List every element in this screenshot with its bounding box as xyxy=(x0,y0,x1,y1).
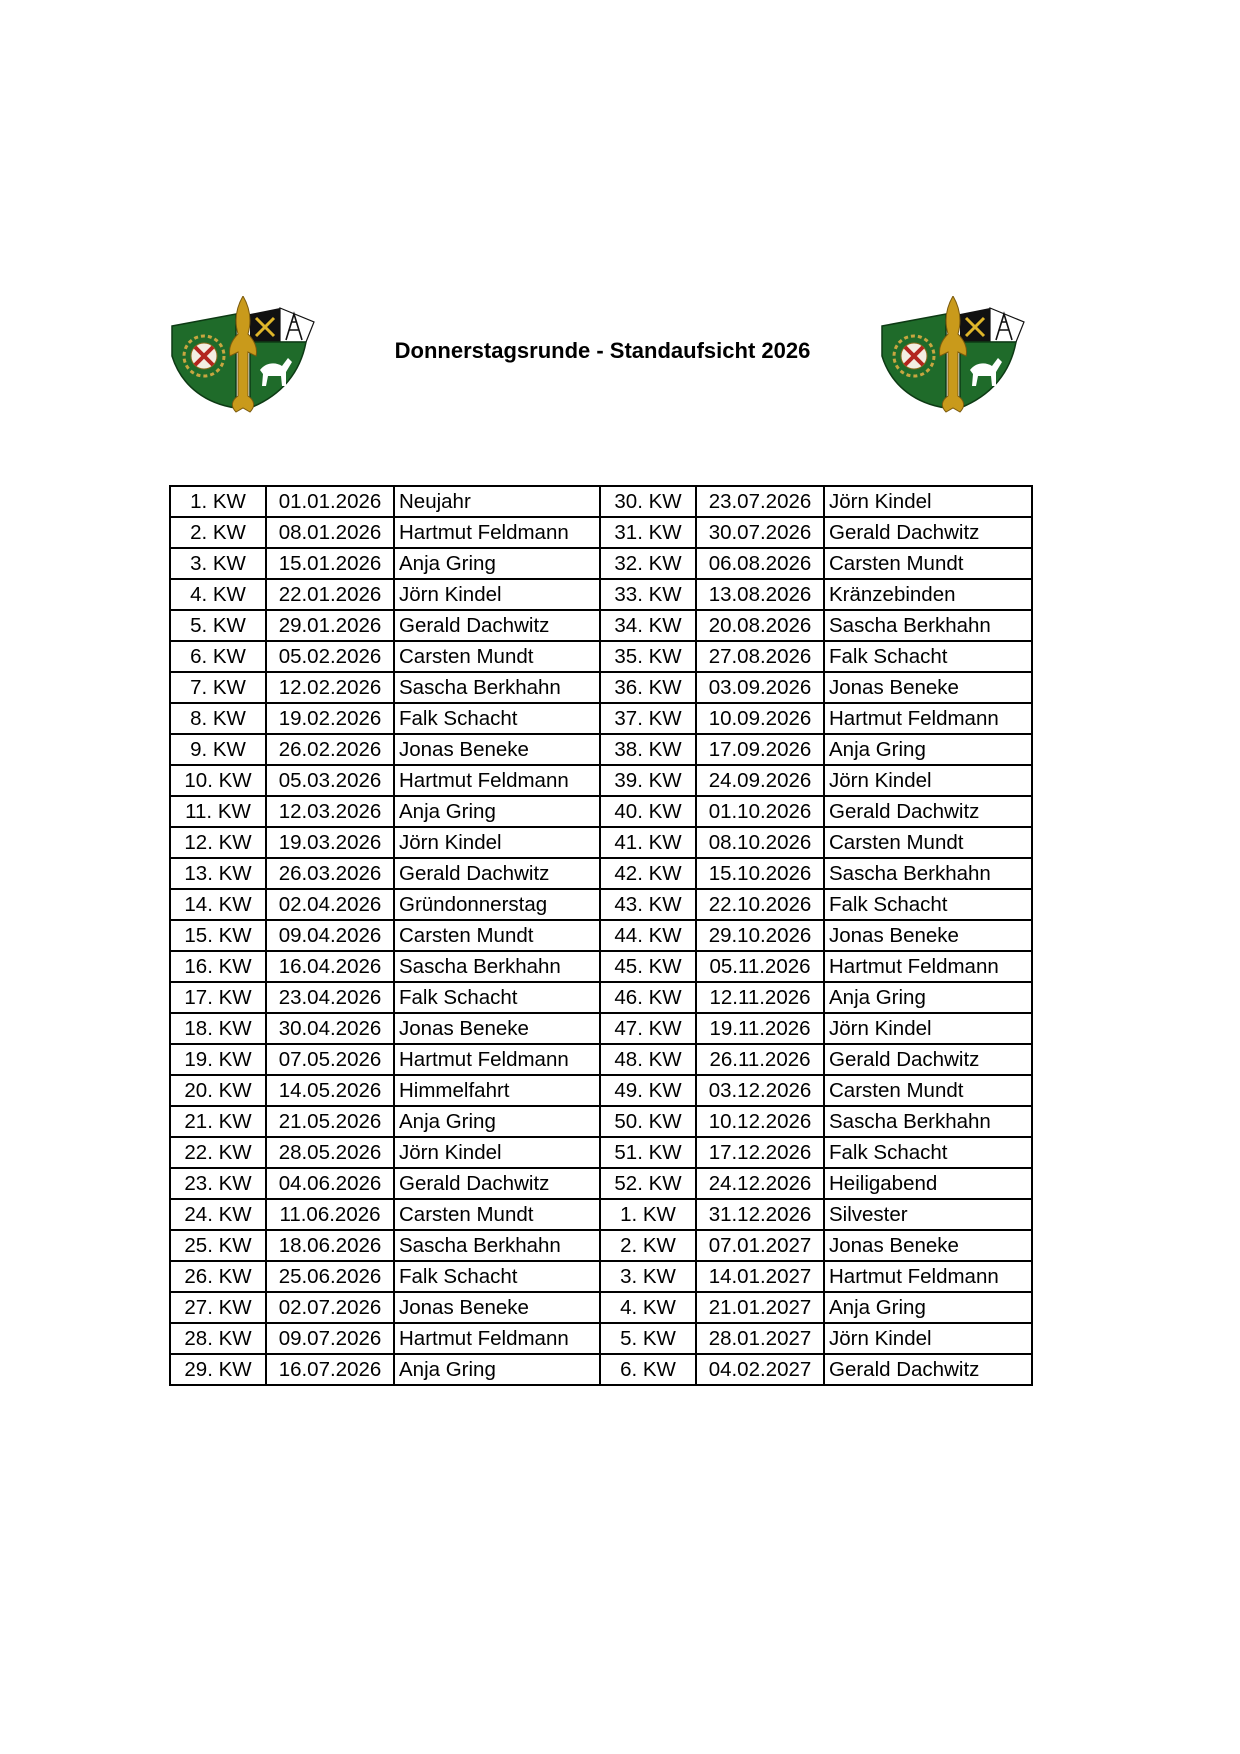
table-row xyxy=(170,858,1032,889)
right-date-cell: 03.12.2026 xyxy=(696,1075,824,1106)
table-row xyxy=(170,827,1032,858)
right-date-cell: 27.08.2026 xyxy=(696,641,824,672)
left-week-cell: 28. KW xyxy=(170,1323,266,1354)
table-row xyxy=(170,1106,1032,1137)
right-date-cell: 06.08.2026 xyxy=(696,548,824,579)
left-name-cell: Neujahr xyxy=(394,486,600,517)
table-row xyxy=(170,610,1032,641)
right-week-cell: 45. KW xyxy=(600,951,696,982)
left-date-cell: 08.01.2026 xyxy=(266,517,394,548)
left-week-cell: 27. KW xyxy=(170,1292,266,1323)
table-row xyxy=(170,1137,1032,1168)
right-date-cell: 08.10.2026 xyxy=(696,827,824,858)
right-week-cell: 2. KW xyxy=(600,1230,696,1261)
left-date-cell: 30.04.2026 xyxy=(266,1013,394,1044)
schedule-body xyxy=(170,486,1032,1385)
right-name-cell: Jonas Beneke xyxy=(824,1230,1032,1261)
right-week-cell: 31. KW xyxy=(600,517,696,548)
right-name-cell: Gerald Dachwitz xyxy=(824,1044,1032,1075)
left-date-cell: 02.07.2026 xyxy=(266,1292,394,1323)
right-date-cell: 29.10.2026 xyxy=(696,920,824,951)
right-week-cell: 46. KW xyxy=(600,982,696,1013)
right-date-cell: 10.12.2026 xyxy=(696,1106,824,1137)
right-week-cell: 52. KW xyxy=(600,1168,696,1199)
right-date-cell: 13.08.2026 xyxy=(696,579,824,610)
right-name-cell: Gerald Dachwitz xyxy=(824,1354,1032,1385)
left-date-cell: 23.04.2026 xyxy=(266,982,394,1013)
table-row xyxy=(170,703,1032,734)
right-name-cell: Jörn Kindel xyxy=(824,486,1032,517)
right-week-cell: 30. KW xyxy=(600,486,696,517)
right-week-cell: 38. KW xyxy=(600,734,696,765)
left-date-cell: 22.01.2026 xyxy=(266,579,394,610)
left-name-cell: Falk Schacht xyxy=(394,982,600,1013)
right-week-cell: 47. KW xyxy=(600,1013,696,1044)
table-row xyxy=(170,1168,1032,1199)
right-date-cell: 12.11.2026 xyxy=(696,982,824,1013)
left-week-cell: 7. KW xyxy=(170,672,266,703)
table-row xyxy=(170,1323,1032,1354)
left-week-cell: 10. KW xyxy=(170,765,266,796)
right-name-cell: Jonas Beneke xyxy=(824,672,1032,703)
right-week-cell: 32. KW xyxy=(600,548,696,579)
left-week-cell: 17. KW xyxy=(170,982,266,1013)
left-name-cell: Himmelfahrt xyxy=(394,1075,600,1106)
right-week-cell: 6. KW xyxy=(600,1354,696,1385)
right-name-cell: Gerald Dachwitz xyxy=(824,517,1032,548)
right-name-cell: Sascha Berkhahn xyxy=(824,858,1032,889)
right-date-cell: 14.01.2027 xyxy=(696,1261,824,1292)
table-row xyxy=(170,982,1032,1013)
table-row xyxy=(170,889,1032,920)
left-name-cell: Sascha Berkhahn xyxy=(394,951,600,982)
left-week-cell: 1. KW xyxy=(170,486,266,517)
right-date-cell: 07.01.2027 xyxy=(696,1230,824,1261)
left-week-cell: 11. KW xyxy=(170,796,266,827)
table-row xyxy=(170,517,1032,548)
right-name-cell: Anja Gring xyxy=(824,982,1032,1013)
left-date-cell: 04.06.2026 xyxy=(266,1168,394,1199)
left-name-cell: Falk Schacht xyxy=(394,1261,600,1292)
table-row xyxy=(170,486,1032,517)
left-week-cell: 22. KW xyxy=(170,1137,266,1168)
right-name-cell: Silvester xyxy=(824,1199,1032,1230)
right-week-cell: 34. KW xyxy=(600,610,696,641)
right-date-cell: 17.09.2026 xyxy=(696,734,824,765)
right-week-cell: 41. KW xyxy=(600,827,696,858)
left-week-cell: 8. KW xyxy=(170,703,266,734)
left-date-cell: 02.04.2026 xyxy=(266,889,394,920)
right-week-cell: 49. KW xyxy=(600,1075,696,1106)
right-date-cell: 19.11.2026 xyxy=(696,1013,824,1044)
right-week-cell: 44. KW xyxy=(600,920,696,951)
left-name-cell: Hartmut Feldmann xyxy=(394,1323,600,1354)
left-name-cell: Anja Gring xyxy=(394,548,600,579)
left-week-cell: 21. KW xyxy=(170,1106,266,1137)
right-date-cell: 10.09.2026 xyxy=(696,703,824,734)
duty-schedule-table xyxy=(169,485,1033,1386)
left-date-cell: 15.01.2026 xyxy=(266,548,394,579)
right-week-cell: 36. KW xyxy=(600,672,696,703)
right-week-cell: 50. KW xyxy=(600,1106,696,1137)
left-week-cell: 15. KW xyxy=(170,920,266,951)
left-date-cell: 26.02.2026 xyxy=(266,734,394,765)
left-date-cell: 07.05.2026 xyxy=(266,1044,394,1075)
right-date-cell: 24.09.2026 xyxy=(696,765,824,796)
right-date-cell: 23.07.2026 xyxy=(696,486,824,517)
left-name-cell: Jonas Beneke xyxy=(394,734,600,765)
page-title: Donnerstagsrunde - Standaufsicht 2026 xyxy=(394,338,811,363)
right-date-cell: 22.10.2026 xyxy=(696,889,824,920)
left-name-cell: Anja Gring xyxy=(394,1106,600,1137)
right-week-cell: 40. KW xyxy=(600,796,696,827)
left-week-cell: 13. KW xyxy=(170,858,266,889)
left-date-cell: 11.06.2026 xyxy=(266,1199,394,1230)
left-date-cell: 09.07.2026 xyxy=(266,1323,394,1354)
left-week-cell: 16. KW xyxy=(170,951,266,982)
left-date-cell: 16.07.2026 xyxy=(266,1354,394,1385)
table-row xyxy=(170,1230,1032,1261)
left-week-cell: 18. KW xyxy=(170,1013,266,1044)
right-date-cell: 05.11.2026 xyxy=(696,951,824,982)
table-row xyxy=(170,1292,1032,1323)
left-date-cell: 21.05.2026 xyxy=(266,1106,394,1137)
left-name-cell: Falk Schacht xyxy=(394,703,600,734)
right-week-cell: 37. KW xyxy=(600,703,696,734)
left-name-cell: Gerald Dachwitz xyxy=(394,610,600,641)
right-week-cell: 42. KW xyxy=(600,858,696,889)
table-row xyxy=(170,1013,1032,1044)
right-date-cell: 21.01.2027 xyxy=(696,1292,824,1323)
left-week-cell: 24. KW xyxy=(170,1199,266,1230)
table-row xyxy=(170,641,1032,672)
table-row xyxy=(170,1075,1032,1106)
left-name-cell: Sascha Berkhahn xyxy=(394,672,600,703)
right-name-cell: Falk Schacht xyxy=(824,889,1032,920)
left-week-cell: 19. KW xyxy=(170,1044,266,1075)
right-date-cell: 04.02.2027 xyxy=(696,1354,824,1385)
right-date-cell: 20.08.2026 xyxy=(696,610,824,641)
left-name-cell: Jörn Kindel xyxy=(394,1137,600,1168)
left-name-cell: Jonas Beneke xyxy=(394,1292,600,1323)
right-date-cell: 03.09.2026 xyxy=(696,672,824,703)
left-name-cell: Gerald Dachwitz xyxy=(394,858,600,889)
right-date-cell: 28.01.2027 xyxy=(696,1323,824,1354)
left-name-cell: Carsten Mundt xyxy=(394,1199,600,1230)
left-name-cell: Carsten Mundt xyxy=(394,920,600,951)
table-row xyxy=(170,1199,1032,1230)
right-name-cell: Hartmut Feldmann xyxy=(824,703,1032,734)
left-date-cell: 12.03.2026 xyxy=(266,796,394,827)
right-week-cell: 43. KW xyxy=(600,889,696,920)
right-name-cell: Jonas Beneke xyxy=(824,920,1032,951)
coat-of-arms-right-icon xyxy=(878,296,1028,414)
coat-of-arms-left-icon xyxy=(168,296,318,414)
table-row xyxy=(170,579,1032,610)
left-name-cell: Jörn Kindel xyxy=(394,827,600,858)
right-name-cell: Carsten Mundt xyxy=(824,827,1032,858)
right-name-cell: Gerald Dachwitz xyxy=(824,796,1032,827)
right-name-cell: Anja Gring xyxy=(824,734,1032,765)
left-week-cell: 2. KW xyxy=(170,517,266,548)
left-week-cell: 14. KW xyxy=(170,889,266,920)
left-date-cell: 19.03.2026 xyxy=(266,827,394,858)
left-name-cell: Hartmut Feldmann xyxy=(394,765,600,796)
right-week-cell: 51. KW xyxy=(600,1137,696,1168)
left-name-cell: Gerald Dachwitz xyxy=(394,1168,600,1199)
right-date-cell: 01.10.2026 xyxy=(696,796,824,827)
right-name-cell: Hartmut Feldmann xyxy=(824,1261,1032,1292)
left-week-cell: 6. KW xyxy=(170,641,266,672)
table-row xyxy=(170,1354,1032,1385)
right-name-cell: Falk Schacht xyxy=(824,1137,1032,1168)
left-date-cell: 01.01.2026 xyxy=(266,486,394,517)
left-week-cell: 12. KW xyxy=(170,827,266,858)
right-week-cell: 4. KW xyxy=(600,1292,696,1323)
left-week-cell: 25. KW xyxy=(170,1230,266,1261)
right-name-cell: Carsten Mundt xyxy=(824,548,1032,579)
left-name-cell: Gründonnerstag xyxy=(394,889,600,920)
left-date-cell: 12.02.2026 xyxy=(266,672,394,703)
left-date-cell: 28.05.2026 xyxy=(266,1137,394,1168)
left-week-cell: 4. KW xyxy=(170,579,266,610)
right-date-cell: 31.12.2026 xyxy=(696,1199,824,1230)
right-week-cell: 35. KW xyxy=(600,641,696,672)
right-name-cell: Carsten Mundt xyxy=(824,1075,1032,1106)
right-name-cell: Anja Gring xyxy=(824,1292,1032,1323)
left-name-cell: Anja Gring xyxy=(394,796,600,827)
right-week-cell: 5. KW xyxy=(600,1323,696,1354)
left-date-cell: 14.05.2026 xyxy=(266,1075,394,1106)
table-row xyxy=(170,951,1032,982)
left-name-cell: Hartmut Feldmann xyxy=(394,1044,600,1075)
table-row xyxy=(170,765,1032,796)
table-row xyxy=(170,672,1032,703)
left-date-cell: 19.02.2026 xyxy=(266,703,394,734)
right-week-cell: 39. KW xyxy=(600,765,696,796)
right-name-cell: Jörn Kindel xyxy=(824,1323,1032,1354)
left-name-cell: Jörn Kindel xyxy=(394,579,600,610)
right-name-cell: Sascha Berkhahn xyxy=(824,1106,1032,1137)
left-date-cell: 16.04.2026 xyxy=(266,951,394,982)
right-date-cell: 30.07.2026 xyxy=(696,517,824,548)
right-week-cell: 48. KW xyxy=(600,1044,696,1075)
right-name-cell: Jörn Kindel xyxy=(824,1013,1032,1044)
left-date-cell: 05.03.2026 xyxy=(266,765,394,796)
left-date-cell: 09.04.2026 xyxy=(266,920,394,951)
table-row xyxy=(170,548,1032,579)
left-week-cell: 3. KW xyxy=(170,548,266,579)
left-date-cell: 29.01.2026 xyxy=(266,610,394,641)
right-name-cell: Heiligabend xyxy=(824,1168,1032,1199)
left-name-cell: Hartmut Feldmann xyxy=(394,517,600,548)
right-name-cell: Hartmut Feldmann xyxy=(824,951,1032,982)
right-week-cell: 1. KW xyxy=(600,1199,696,1230)
right-date-cell: 17.12.2026 xyxy=(696,1137,824,1168)
right-date-cell: 15.10.2026 xyxy=(696,858,824,889)
right-week-cell: 33. KW xyxy=(600,579,696,610)
right-date-cell: 24.12.2026 xyxy=(696,1168,824,1199)
left-name-cell: Sascha Berkhahn xyxy=(394,1230,600,1261)
left-date-cell: 26.03.2026 xyxy=(266,858,394,889)
left-week-cell: 5. KW xyxy=(170,610,266,641)
left-week-cell: 26. KW xyxy=(170,1261,266,1292)
table-row xyxy=(170,796,1032,827)
left-date-cell: 25.06.2026 xyxy=(266,1261,394,1292)
right-name-cell: Falk Schacht xyxy=(824,641,1032,672)
table-row xyxy=(170,1261,1032,1292)
right-name-cell: Sascha Berkhahn xyxy=(824,610,1032,641)
left-date-cell: 18.06.2026 xyxy=(266,1230,394,1261)
left-week-cell: 20. KW xyxy=(170,1075,266,1106)
left-week-cell: 23. KW xyxy=(170,1168,266,1199)
right-date-cell: 26.11.2026 xyxy=(696,1044,824,1075)
left-name-cell: Anja Gring xyxy=(394,1354,600,1385)
left-name-cell: Jonas Beneke xyxy=(394,1013,600,1044)
right-name-cell: Kränzebinden xyxy=(824,579,1032,610)
left-week-cell: 9. KW xyxy=(170,734,266,765)
right-week-cell: 3. KW xyxy=(600,1261,696,1292)
right-name-cell: Jörn Kindel xyxy=(824,765,1032,796)
left-date-cell: 05.02.2026 xyxy=(266,641,394,672)
table-row xyxy=(170,1044,1032,1075)
table-row xyxy=(170,920,1032,951)
left-name-cell: Carsten Mundt xyxy=(394,641,600,672)
table-row xyxy=(170,734,1032,765)
left-week-cell: 29. KW xyxy=(170,1354,266,1385)
